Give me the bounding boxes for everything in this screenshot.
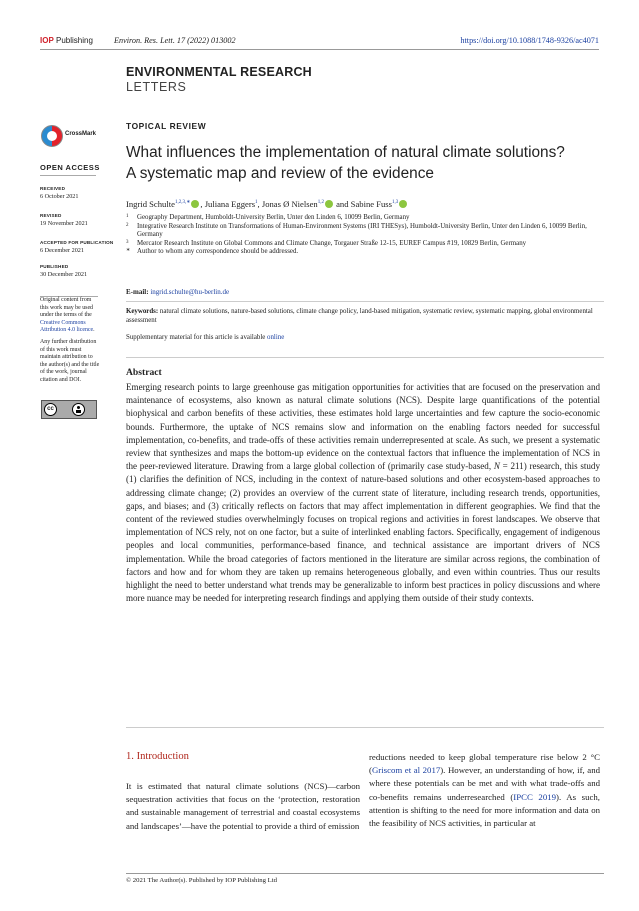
- date-label-revised: REVISED: [40, 213, 62, 218]
- license-text: Original content from this work may be used under the terms of the Creative Commons Attribution 4.0 licence. Any further distribution of this work must maintain attribution to the author(s) and the title of the work, journal citation and DOI.: [40, 297, 100, 383]
- article-title: What influences the implementation of natural climate solutions? A systematic map and review of the evidence: [126, 144, 565, 182]
- abstract-text: Emerging research points to large greenhouse gas mitigation opportunities for activities that are focused on the preservation and maintenance of ecosystems, also known as natural climate solutions (NCS). Despite large quantifications of the potential biophysical and carbon benefits of these activities, these estimates hold large uncertainties and few capture the socio-economic bounds. Furthermore, the uptake of NCS remains slow and information on the enabling factors needed for successful implementation, co-benefits, and trade-offs of these activities remain underrepresented at scale. As such, we present a systematic review that synthesizes and maps the bottom-up evidence on the contextual factors that influence the implementation of NCS in the peer-reviewed literature. Drawing from a large global collection of (primarily case study-based, N = 211) research, this study (1) clarifies the definition of NCS, including in the context of nature-based solutions and other ecosystem-based approaches to addressing climate change; (2) provides an overview of the current state of literature, including research trends, opportunities, gaps, and biases; and (3) critically reflects on factors that may affect implementation in different geographies. We find that the content of the reviewed studies overwhelmingly focuses on tropical regions and activities in forest landscapes. We observe that implementation of NCS rely, not on one factor, but a suite of interlinked enabling factors. Specifically, engagement of indigenous peoples and local communities, performance-based finance, and technical assistance are important drivers of NCS implementation. While the broad categories of factors mentioned in the literature are similar across regions, the combination of factors and how and for whom they are taken up remains heterogeneous globally, and even within countries. Thus our results highlight the need to better understand what trends may be generalizable to inform best practices in policy discussions and where more nuance may be needed for interpreting research findings and applying them outside of their study contexts.: [126, 382, 600, 604]
- supplementary-note: Supplementary material for this article is available online: [126, 334, 285, 341]
- license-note: Any further distribution of this work must maintain attribution to the author(s) and the title of the work, journal citation and DOI.: [40, 338, 100, 383]
- footer-divider: [126, 873, 604, 874]
- orcid-icon[interactable]: [325, 200, 333, 208]
- date-label-received: RECEIVED: [40, 186, 66, 191]
- date-value-received: 6 October 2021: [40, 193, 79, 200]
- date-label-published: PUBLISHED: [40, 264, 69, 269]
- author-name: Ingrid Schulte: [126, 199, 175, 209]
- running-header: [40, 35, 599, 49]
- affiliation-item: ∗ Author to whom any correspondence should be addressed.: [126, 248, 299, 256]
- intro-column-right: reductions needed to keep global temperature rise below 2 °C (Griscom et al 2017). However, an understanding of how, if, and where these potentials can be met and with what trade-offs and co-benefits remains underresearched (IPCC 2019). As such, attention is shifting to the need for more information and data on the feasibility of NCS activities, in particular at: [369, 752, 600, 829]
- doi-link[interactable]: https://doi.org/10.1088/1748-9326/ac4071: [460, 36, 599, 45]
- publisher-logo: IOP Publishing: [40, 36, 93, 45]
- journal-name-line2: LETTERS: [126, 80, 187, 94]
- citation-link[interactable]: IPCC 2019: [513, 791, 557, 802]
- section-divider: [126, 357, 604, 358]
- keywords: Keywords: natural climate solutions, nature-based solutions, climate change policy, land-based mitigation, systematic review, systematic mapping, global environmental assessment: [126, 308, 593, 325]
- sidebar-divider: [40, 175, 96, 176]
- header-divider: [40, 49, 599, 50]
- introduction-heading: 1. Introduction: [126, 751, 189, 762]
- orcid-icon[interactable]: [399, 200, 407, 208]
- cc-icon: cc: [44, 403, 57, 416]
- affiliation-item: 3 Mercator Research Institute on Global Commons and Climate Change, Torgauer Straße 12-15, EUREF Campus #19, 10829 Berlin, Germany: [126, 239, 527, 247]
- crossmark-badge[interactable]: CrossMark: [41, 125, 101, 147]
- author-name: Juliana Eggers: [204, 199, 256, 209]
- section-divider: [126, 301, 604, 302]
- affiliations: [126, 214, 604, 257]
- intro-column-left: It is estimated that natural climate solutions (NCS)—carbon sequestration activities that focus on the ‘protection, restoration and sustainable management of terrestrial and coastal ecosystems and landscapes’—have the potential to provide a third of emission: [126, 781, 360, 831]
- copyright-footer: © 2021 The Author(s). Published by IOP Publishing Ltd: [126, 877, 277, 884]
- correspondence-email: E-mail: ingrid.schulte@hu-berlin.de: [126, 288, 230, 296]
- journal-citation: Environ. Res. Lett. 17 (2022) 013002: [114, 36, 236, 45]
- article-type: TOPICAL REVIEW: [126, 121, 207, 131]
- open-access-label: OPEN ACCESS: [40, 163, 100, 172]
- date-label-accepted: ACCEPTED FOR PUBLICATION: [40, 240, 114, 245]
- affiliation-item: 1 Geography Department, Humboldt-University Berlin, Unter den Linden 6, 10099 Berlin, Germany: [126, 214, 410, 221]
- date-value-published: 30 December 2021: [40, 271, 88, 278]
- attribution-icon: [72, 403, 85, 416]
- journal-name-line1: ENVIRONMENTAL RESEARCH: [126, 65, 312, 79]
- abstract-heading: Abstract: [126, 367, 162, 378]
- date-value-accepted: 6 December 2021: [40, 247, 84, 254]
- affiliation-item: 2 Integrative Research Institute on Transformations of Human-Environment Systems (IRI THESys), Humboldt-University Berlin, Unter den Linden 6, 10099 Berlin, Germany: [126, 222, 587, 239]
- orcid-icon[interactable]: [191, 200, 199, 208]
- citation-link[interactable]: Griscom et al 2017: [371, 765, 441, 776]
- cc-by-badge[interactable]: [41, 400, 97, 419]
- author-name: Jonas Ø Nielsen: [261, 199, 318, 209]
- supplementary-link[interactable]: online: [267, 334, 285, 341]
- cc-license-link[interactable]: Creative Commons Attribution 4.0 licence: [40, 319, 94, 334]
- crossmark-icon: [41, 125, 63, 147]
- author-name: Sabine Fuss: [350, 199, 392, 209]
- author-list: Ingrid Schulte$^{1,2,3,∗}$ , Juliana Eggers$^1$, Jonas Ø Nielsen$^{1,2}$ and Sabine Fuss$^{1,3}$: [126, 199, 408, 209]
- email-link[interactable]: ingrid.schulte@hu-berlin.de: [150, 288, 230, 296]
- date-value-revised: 19 November 2021: [40, 220, 88, 227]
- section-divider: [126, 727, 604, 728]
